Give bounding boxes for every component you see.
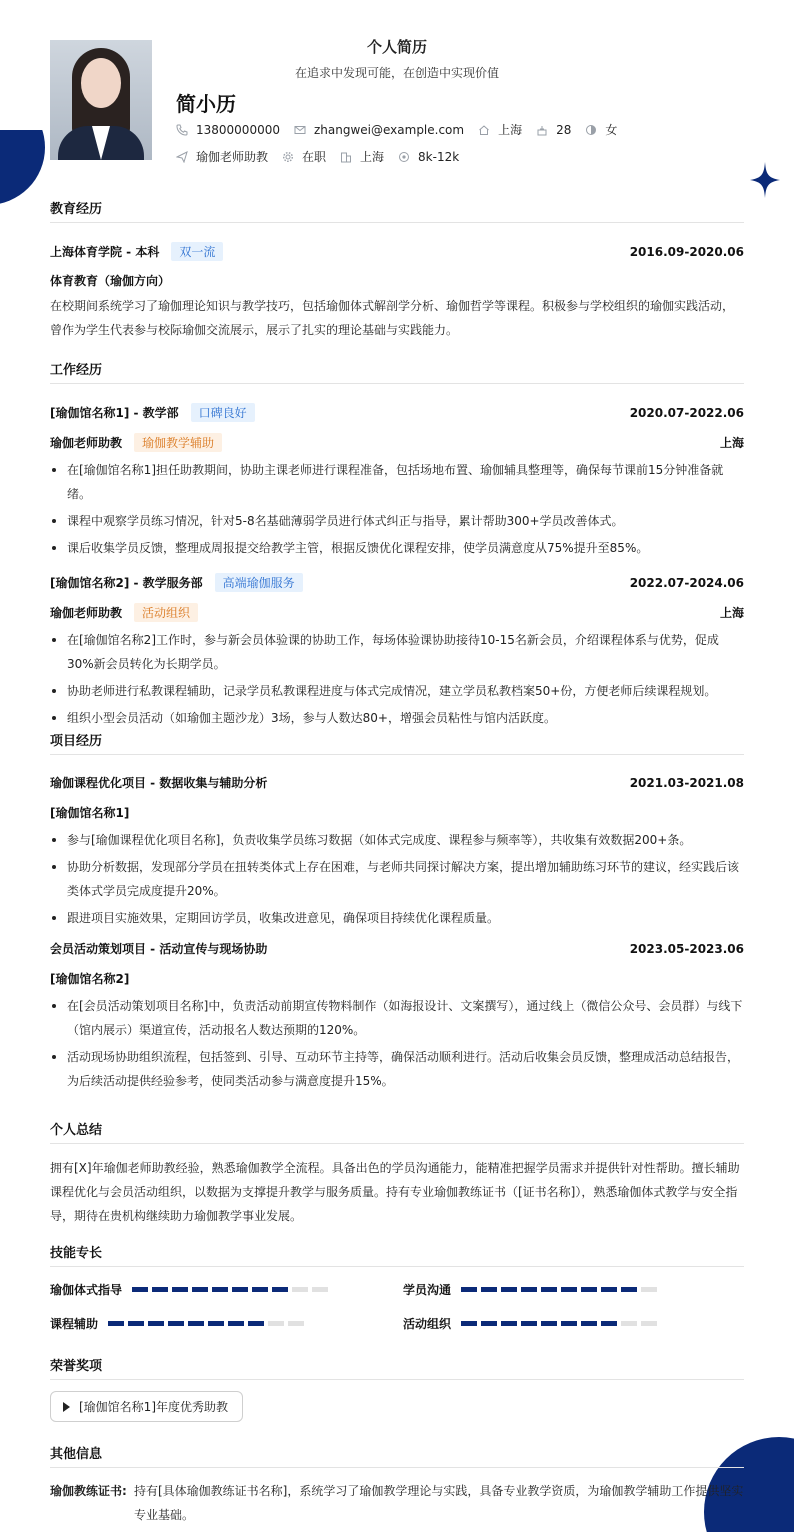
list-item: 课后收集学员反馈，整理成周报提交给教学主管，根据反馈优化课程安排，使学员满意度从75%提升至85%。 xyxy=(50,536,744,560)
city-info xyxy=(478,121,522,138)
section-title: 技能专长 xyxy=(50,1242,744,1267)
education-entry-header xyxy=(50,242,744,261)
tagline: 在追求中发现可能，在创造中实现价值 xyxy=(294,66,499,80)
skill-bar-filled xyxy=(192,1287,208,1292)
corner-decoration-left xyxy=(0,90,45,205)
section-title: 其他信息 xyxy=(50,1443,744,1468)
home-icon xyxy=(478,124,490,136)
target-city-info xyxy=(340,148,384,165)
job-intent-row xyxy=(176,148,473,165)
list-item: 在[会员活动策划项目名称]中，负责活动前期宣传物料制作（如海报设计、文案撰写），通过线上（微信公众号、会员群）与线下（馆内展示）渠道宣传，活动报名人数达预期的120%。 xyxy=(50,994,744,1042)
list-item: 课程中观察学员练习情况，针对5-8名基础薄弱学员进行体式纠正与指导，累计帮助300+学员改善体式。 xyxy=(50,509,744,533)
profile-photo xyxy=(50,40,152,160)
sparkle-star-icon xyxy=(750,162,780,198)
age-info xyxy=(536,123,571,137)
skill-bar-empty xyxy=(268,1321,284,1326)
company-tag: 口碑良好 xyxy=(191,403,255,422)
project-name: 会员活动策划项目 - 活动宣传与现场协助 xyxy=(50,942,268,956)
skill-bar-filled xyxy=(541,1321,557,1326)
company-tag: 高端瑜伽服务 xyxy=(215,573,303,592)
age-value: 28 xyxy=(556,122,572,137)
target-job-info xyxy=(176,148,268,165)
section-title: 工作经历 xyxy=(50,359,744,384)
phone-info xyxy=(176,123,280,137)
skill-bar-filled xyxy=(132,1287,148,1292)
work-date: 2022.07-2024.06 xyxy=(629,575,744,590)
section-title: 个人总结 xyxy=(50,1119,744,1144)
skill-bar-filled xyxy=(108,1321,124,1326)
skill-item xyxy=(50,1315,308,1332)
coin-icon xyxy=(398,151,410,163)
skill-bar-filled xyxy=(188,1321,204,1326)
certificate-label: 瑜伽教练证书: xyxy=(50,1484,127,1498)
skill-bar-filled xyxy=(621,1287,637,1292)
project-bullets xyxy=(50,994,744,1093)
role-tag: 瑜伽教学辅助 xyxy=(134,433,222,452)
skill-name: 课程辅助 xyxy=(50,1317,99,1331)
project-entry xyxy=(50,774,744,930)
skill-bar-filled xyxy=(228,1321,244,1326)
skill-bar-filled xyxy=(208,1321,224,1326)
skill-bar-filled xyxy=(601,1321,617,1326)
certificate-text: 持有[具体瑜伽教练证书名称]，系统学习了瑜伽教学理论与实践，具备专业教学资质，为瑜伽教学辅助工作提供坚实专业基础。 xyxy=(134,1484,744,1522)
list-item: 活动现场协助组织流程，包括签到、引导、互动环节主持等，确保活动顺利进行。活动后收集会员反馈，整理成活动总结报告，为后续活动提供经验参考，使同类活动参与满意度提升15%。 xyxy=(50,1045,744,1093)
role-title: 瑜伽老师助教 xyxy=(50,606,123,620)
gear-icon xyxy=(282,151,294,163)
skill-bar-filled xyxy=(252,1287,268,1292)
skill-bar-filled xyxy=(461,1321,477,1326)
skill-bar-filled xyxy=(541,1287,557,1292)
skill-bar-filled xyxy=(168,1321,184,1326)
skill-bar-filled xyxy=(481,1321,497,1326)
education-date: 2016.09-2020.06 xyxy=(629,244,744,259)
skill-bar-filled xyxy=(581,1287,597,1292)
gender-info xyxy=(585,121,617,138)
section-title: 教育经历 xyxy=(50,198,744,223)
work-city: 上海 xyxy=(719,436,744,450)
work-bullets xyxy=(50,458,744,560)
project-entry xyxy=(50,940,744,1093)
skill-bar-filled xyxy=(152,1287,168,1292)
school-tag: 双一流 xyxy=(171,242,223,261)
skill-bar-filled xyxy=(581,1321,597,1326)
skill-bar-filled xyxy=(232,1287,248,1292)
work-entry xyxy=(50,573,744,730)
summary-text: 拥有[X]年瑜伽老师助教经验，熟悉瑜伽教学全流程。具备出色的学员沟通能力，能精准把握学员需求并提供针对性帮助。擅长辅助课程优化与会员活动组织，以数据为支撑提升教学与服务质量。持有专业瑜伽教练证书（[证书名称]），熟悉瑜伽体式教学与安全指导，期待在贵机构继续助力瑜伽教学事业发展。 xyxy=(50,1161,740,1223)
status-value: 在职 xyxy=(302,150,327,164)
other-section xyxy=(50,1443,744,1468)
project-bullets xyxy=(50,828,744,930)
skill-name: 活动组织 xyxy=(403,1317,452,1331)
company-name: [瑜伽馆名称2] - 教学服务部 xyxy=(50,576,203,590)
resume-page xyxy=(50,0,744,1522)
project-name: 瑜伽课程优化项目 - 数据收集与辅助分析 xyxy=(50,776,268,790)
skill-bar-filled xyxy=(248,1321,264,1326)
skill-bar-empty xyxy=(292,1287,308,1292)
skill-item xyxy=(403,1281,661,1298)
document-title: 个人简历 xyxy=(366,38,427,56)
skill-bar-filled xyxy=(561,1287,577,1292)
resume-header xyxy=(50,0,744,200)
skill-name: 学员沟通 xyxy=(403,1283,452,1297)
skill-level-bars xyxy=(461,1321,661,1326)
section-title: 荣誉奖项 xyxy=(50,1355,744,1380)
project-date: 2021.03-2021.08 xyxy=(629,775,744,790)
skill-bar-empty xyxy=(288,1321,304,1326)
list-item: 协助老师进行私教课程辅助，记录学员私教课程进度与体式完成情况，建立学员私教档案50+份，方便老师后续课程规划。 xyxy=(50,679,744,703)
education-description: 在校期间系统学习了瑜伽理论知识与教学技巧，包括瑜伽体式解剖学分析、瑜伽哲学等课程。积极参与学校组织的瑜伽实践活动，曾作为学生代表参与校际瑜伽交流展示，展示了扎实的理论基础与实践能力。 xyxy=(50,299,735,337)
skill-bar-filled xyxy=(521,1321,537,1326)
role-row xyxy=(50,603,744,622)
skill-item xyxy=(403,1315,661,1332)
building-icon xyxy=(340,151,352,163)
role-tag: 活动组织 xyxy=(134,603,198,622)
contact-row xyxy=(176,121,631,138)
phone-icon xyxy=(176,124,188,136)
list-item: 跟进项目实施效果，定期回访学员，收集改进意见，确保项目持续优化课程质量。 xyxy=(50,906,744,930)
company-name: [瑜伽馆名称1] - 教学部 xyxy=(50,406,179,420)
list-item: 组织小型会员活动（如瑜伽主题沙龙）3场，参与人数达80+，增强会员粘性与馆内活跃度。 xyxy=(50,706,744,730)
phone-value: 13800000000 xyxy=(196,122,280,137)
skill-bar-filled xyxy=(461,1287,477,1292)
skill-bar-empty xyxy=(312,1287,328,1292)
honor-label: [瑜伽馆名称1]年度优秀助教 xyxy=(79,1400,228,1414)
project-entry-header xyxy=(50,940,744,957)
skill-name: 瑜伽体式指导 xyxy=(50,1283,123,1297)
city-value: 上海 xyxy=(498,123,523,137)
work-entry-header xyxy=(50,403,744,422)
work-entry-header xyxy=(50,573,744,592)
role-title: 瑜伽老师助教 xyxy=(50,436,123,450)
cake-icon xyxy=(536,124,548,136)
target-city-value: 上海 xyxy=(360,150,385,164)
project-org: [瑜伽馆名称2] xyxy=(50,972,130,986)
honor-item[interactable] xyxy=(50,1391,243,1422)
list-item: 在[瑜伽馆名称2]工作时，参与新会员体验课的协助工作，每场体验课协助接待10-15名新会员，介绍课程体系与优势，促成30%新会员转化为长期学员。 xyxy=(50,628,744,676)
list-item: 协助分析数据，发现部分学员在扭转类体式上存在困难，与老师共同探讨解决方案，提出增加辅助练习环节的建议，经实践后该类体式学员完成度提升20%。 xyxy=(50,855,744,903)
email-info xyxy=(294,123,464,137)
candidate-name: 简小历 xyxy=(176,92,236,116)
skill-bar-filled xyxy=(481,1287,497,1292)
role-row xyxy=(50,433,744,452)
salary-value: 8k-12k xyxy=(418,149,460,164)
skill-bar-filled xyxy=(521,1287,537,1292)
skill-bar-filled xyxy=(128,1321,144,1326)
project-entry-header xyxy=(50,774,744,791)
skill-bar-filled xyxy=(561,1321,577,1326)
skill-bar-empty xyxy=(641,1287,657,1292)
work-bullets xyxy=(50,628,744,730)
send-icon xyxy=(176,151,188,163)
target-job-value: 瑜伽老师助教 xyxy=(196,150,269,164)
gender-value: 女 xyxy=(605,123,618,137)
major: 体育教育（瑜伽方向） xyxy=(50,274,171,288)
education-section xyxy=(50,198,744,342)
summary-section xyxy=(50,1119,744,1228)
other-info-row xyxy=(50,1479,744,1527)
skill-item xyxy=(50,1281,332,1298)
skill-bar-filled xyxy=(501,1321,517,1326)
work-date: 2020.07-2022.06 xyxy=(629,405,744,420)
skill-bar-filled xyxy=(501,1287,517,1292)
play-triangle-icon xyxy=(63,1402,70,1412)
skill-level-bars xyxy=(108,1321,308,1326)
work-section xyxy=(50,359,744,733)
skill-bar-filled xyxy=(148,1321,164,1326)
skill-bar-filled xyxy=(212,1287,228,1292)
skill-bar-filled xyxy=(601,1287,617,1292)
mail-icon xyxy=(294,124,306,136)
skill-bar-empty xyxy=(621,1321,637,1326)
project-org: [瑜伽馆名称1] xyxy=(50,806,130,820)
skill-bar-filled xyxy=(272,1287,288,1292)
skill-level-bars xyxy=(132,1287,332,1292)
list-item: 在[瑜伽馆名称1]担任助教期间，协助主课老师进行课程准备，包括场地布置、瑜伽辅具整理等，确保每节课前15分钟准备就绪。 xyxy=(50,458,744,506)
work-city: 上海 xyxy=(719,606,744,620)
email-value: zhangwei@example.com xyxy=(313,122,465,137)
skills-section xyxy=(50,1242,744,1267)
salary-info xyxy=(398,150,459,164)
gender-icon xyxy=(585,124,597,136)
list-item: 参与[瑜伽课程优化项目名称]，负责收集学员练习数据（如体式完成度、课程参与频率等），共收集有效数据200+条。 xyxy=(50,828,744,852)
status-info xyxy=(282,148,326,165)
skill-bar-filled xyxy=(172,1287,188,1292)
projects-section xyxy=(50,730,744,1096)
school-name: 上海体育学院 - 本科 xyxy=(50,245,160,259)
skill-level-bars xyxy=(461,1287,661,1292)
skill-bar-empty xyxy=(641,1321,657,1326)
honors-section xyxy=(50,1355,744,1380)
work-entry xyxy=(50,403,744,560)
project-date: 2023.05-2023.06 xyxy=(629,941,744,956)
section-title: 项目经历 xyxy=(50,730,744,755)
